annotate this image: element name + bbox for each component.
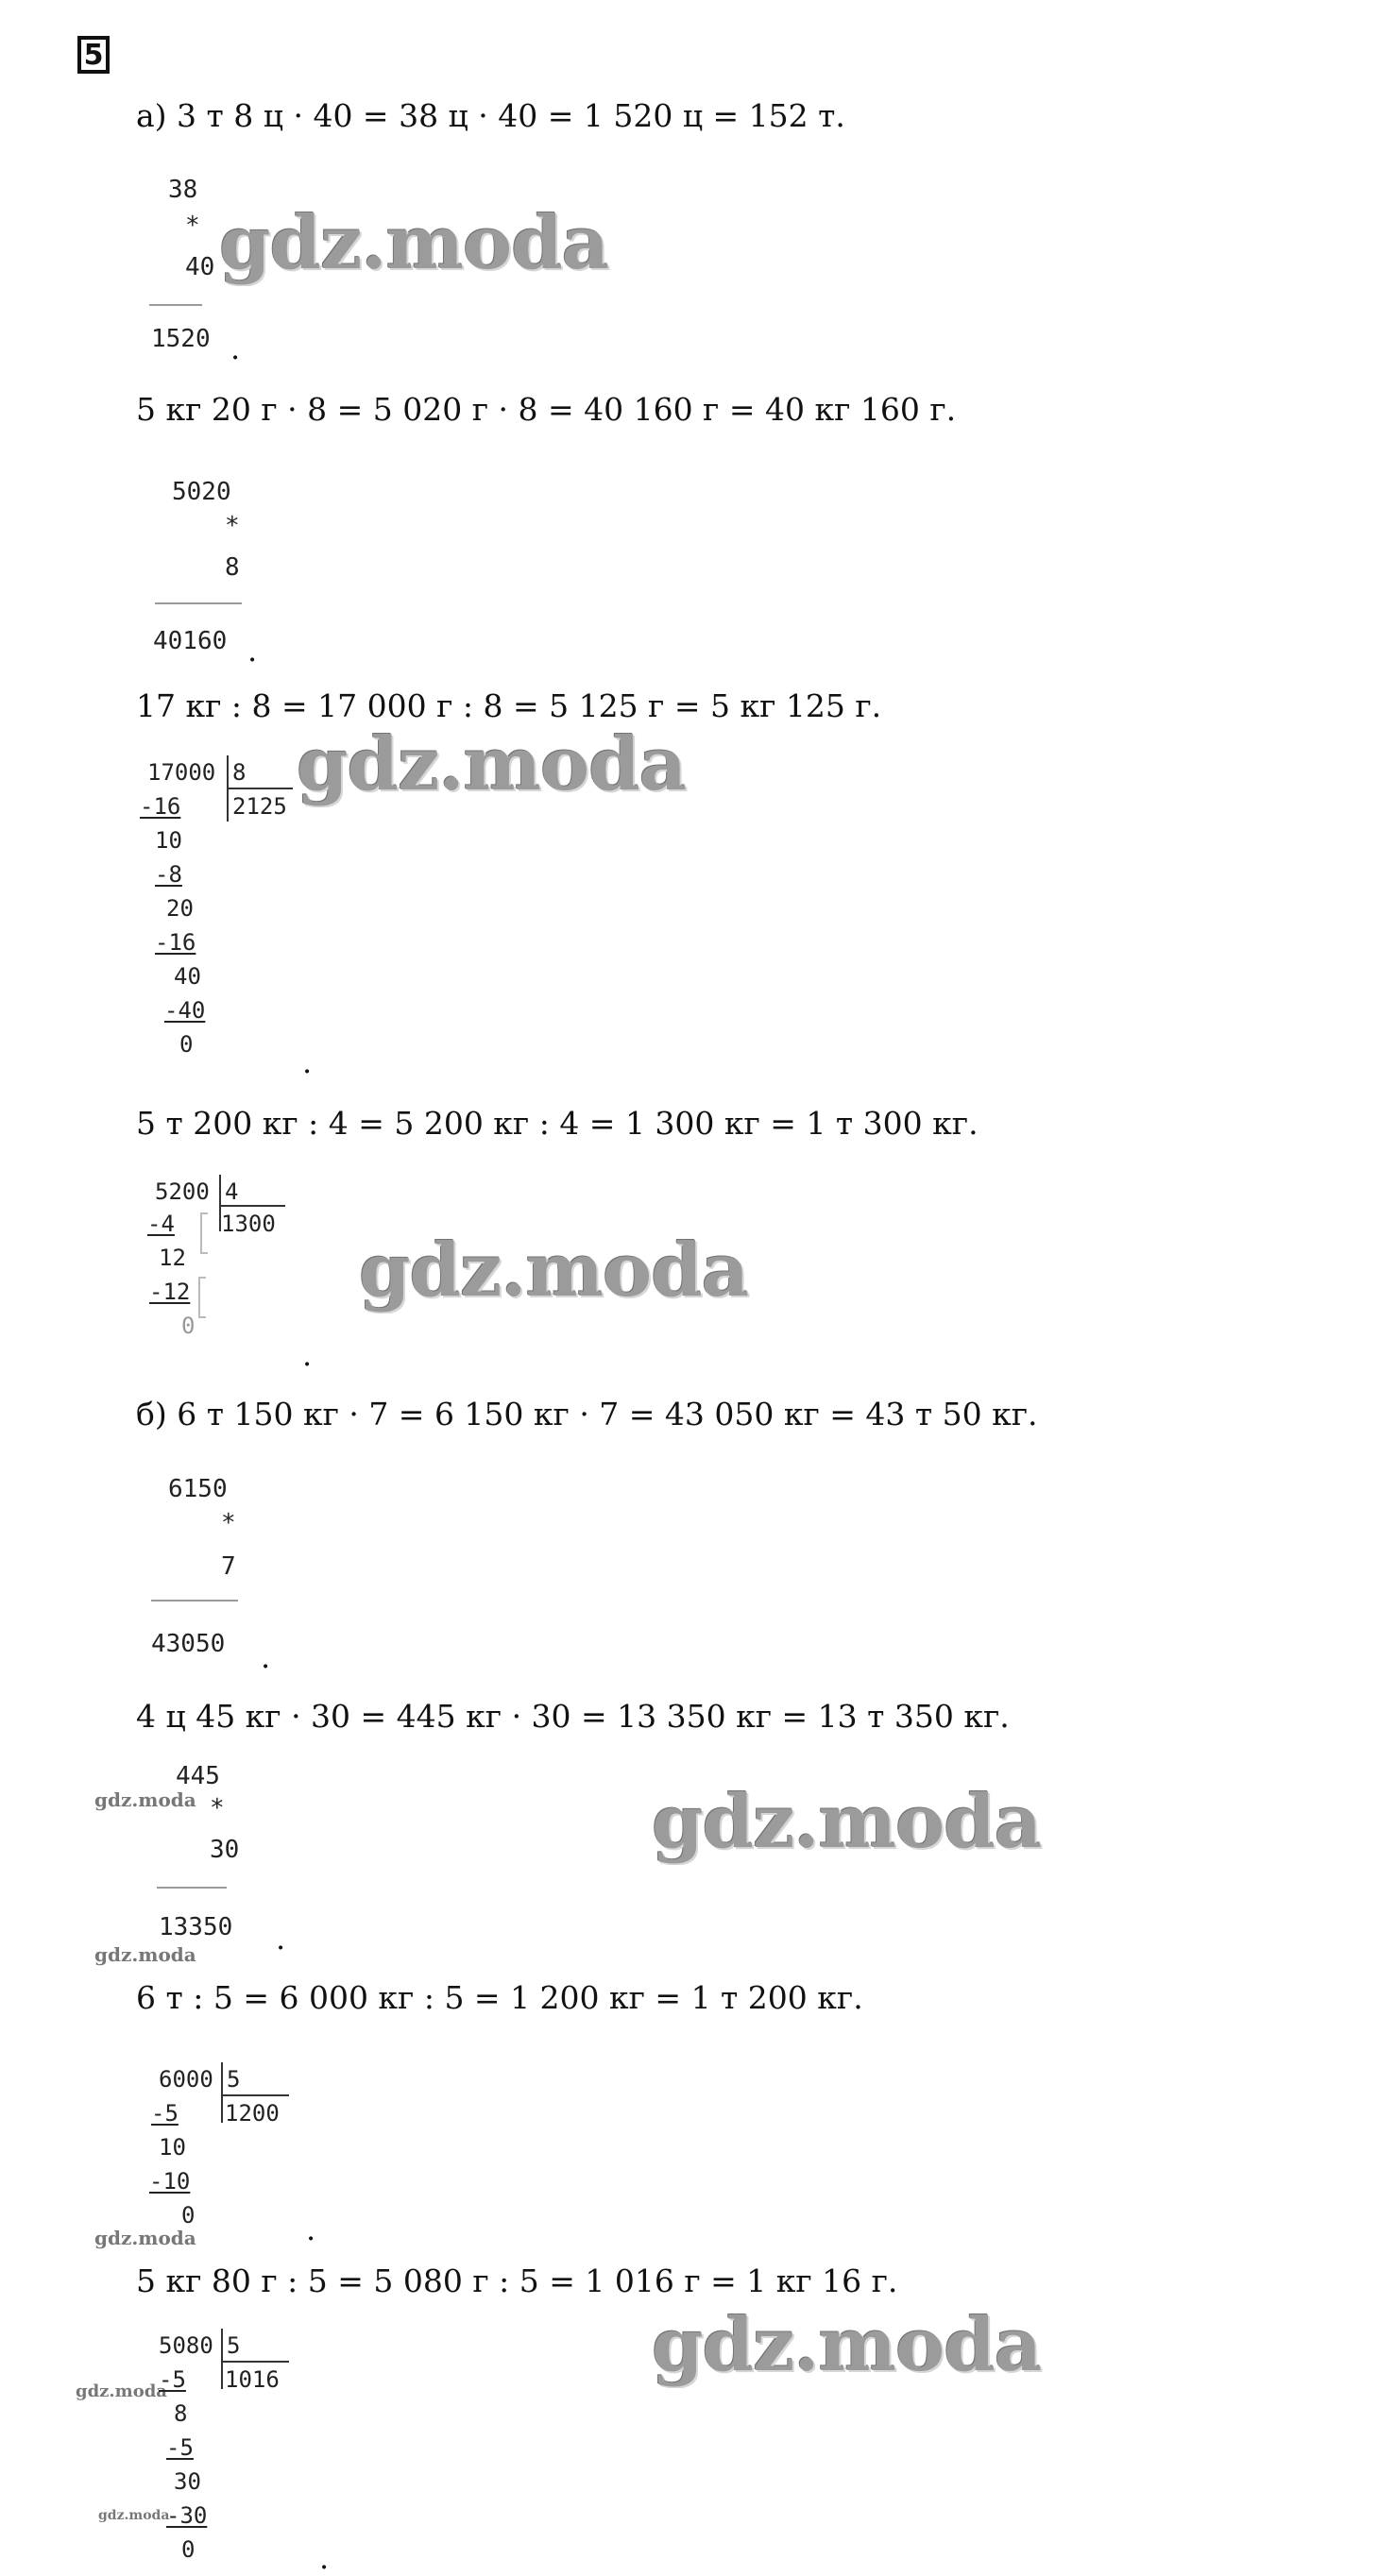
- div-b3-step: 0: [181, 2202, 196, 2229]
- calc-a2-op: *: [225, 512, 240, 540]
- div-a4-bracket: [200, 1212, 208, 1254]
- calc-b2-op: *: [210, 1794, 225, 1822]
- equation-b1: б) 6 т 150 кг · 7 = 6 150 кг · 7 = 43 050 кг = 43 т 50 кг.: [136, 1396, 1038, 1432]
- div-a4-step: 12: [159, 1245, 186, 1271]
- div-a3-step: 40: [174, 963, 201, 990]
- watermark-small: gdz.moda: [94, 1788, 196, 1811]
- div-a3-step: 10: [155, 827, 182, 854]
- div-a3-step: -40: [164, 997, 206, 1024]
- div-a4-period: .: [302, 1337, 313, 1373]
- div-a4-bracket: [198, 1277, 206, 1318]
- div-b4-dividend: 5080: [159, 2332, 213, 2359]
- equation-a3: 17 кг : 8 = 17 000 г : 8 = 5 125 г = 5 кг 125 г.: [136, 687, 882, 724]
- calc-a1-result: 1520: [151, 325, 211, 353]
- watermark-logo: gdz.moda: [652, 2302, 1042, 2388]
- calc-a1-rule: [149, 304, 202, 306]
- div-b4-vline: [221, 2329, 223, 2389]
- task-number-text: 5: [83, 38, 104, 72]
- calc-b1-op: *: [221, 1509, 236, 1537]
- div-a3-dividend: 17000: [147, 759, 216, 786]
- div-b3-step: 10: [159, 2134, 186, 2161]
- watermark-small: gdz.moda: [94, 2227, 196, 2249]
- equation-a4: 5 т 200 кг : 4 = 5 200 кг : 4 = 1 300 кг = 1 т 300 кг.: [136, 1105, 979, 1142]
- div-b4-step: -30: [166, 2502, 208, 2529]
- div-a3-divisor: 8: [232, 759, 247, 786]
- watermark-small: gdz.moda: [76, 2381, 167, 2401]
- calc-a1-period: .: [230, 330, 241, 366]
- div-b4-quotient: 1016: [225, 2366, 280, 2393]
- equation-b4: 5 кг 80 г : 5 = 5 080 г : 5 = 1 016 г = 1 кг 16 г.: [136, 2262, 898, 2299]
- div-a3-period: .: [302, 1044, 313, 1080]
- task-number: [77, 36, 110, 74]
- calc-b1-rule: [151, 1600, 238, 1602]
- calc-a1-mult: 40: [185, 253, 215, 281]
- div-a3-step: -16: [140, 793, 181, 820]
- calc-a2-result: 40160: [153, 627, 228, 655]
- calc-a2-rule: [155, 602, 242, 604]
- div-a3-step: -16: [155, 929, 196, 956]
- div-b3-vline: [221, 2062, 223, 2123]
- watermark-small: gdz.moda: [98, 2508, 170, 2523]
- div-a3-hline: [227, 788, 293, 789]
- div-b4-step: -5: [166, 2434, 194, 2461]
- calc-b2-rule: [157, 1887, 227, 1889]
- calc-b1-top: 6150: [168, 1475, 228, 1503]
- calc-a2-top: 5020: [172, 478, 231, 506]
- div-b4-step: -5: [159, 2366, 186, 2393]
- div-b4-divisor: 5: [227, 2332, 241, 2359]
- div-b3-hline: [221, 2094, 289, 2096]
- calc-b1-result: 43050: [151, 1630, 226, 1658]
- equation-b2: 4 ц 45 кг · 30 = 445 кг · 30 = 13 350 кг = 13 т 350 кг.: [136, 1698, 1010, 1735]
- div-a3-quotient: 2125: [232, 793, 287, 820]
- div-a3-step: -8: [155, 861, 182, 888]
- div-a4-hline: [219, 1205, 285, 1207]
- div-b3-divisor: 5: [227, 2066, 241, 2093]
- div-a4-dividend: 5200: [155, 1178, 210, 1205]
- watermark-small: gdz.moda: [94, 1943, 196, 1966]
- calc-b1-mult: 7: [221, 1552, 236, 1581]
- div-a3-step: 0: [179, 1031, 194, 1058]
- div-a3-step: 20: [166, 895, 194, 922]
- calc-a2-period: .: [247, 633, 258, 669]
- watermark-logo: gdz.moda: [652, 1779, 1042, 1865]
- div-b3-step: -10: [149, 2168, 191, 2195]
- div-a4-step: -4: [147, 1211, 175, 1237]
- div-b3-step: -5: [151, 2100, 179, 2127]
- watermark-logo: gdz.moda: [297, 721, 687, 807]
- div-a4-step: -12: [149, 1279, 191, 1305]
- equation-b3: 6 т : 5 = 6 000 кг : 5 = 1 200 кг = 1 т 200 кг.: [136, 1979, 863, 2016]
- div-b4-step: 30: [174, 2468, 201, 2495]
- watermark-logo: gdz.moda: [359, 1228, 749, 1313]
- calc-b2-top: 445: [176, 1762, 220, 1790]
- div-b4-hline: [221, 2361, 289, 2363]
- calc-a2-mult: 8: [225, 553, 240, 582]
- div-a4-divisor: 4: [225, 1178, 239, 1205]
- calc-b2-period: .: [276, 1921, 286, 1957]
- equation-a2: 5 кг 20 г · 8 = 5 020 г · 8 = 40 160 г = 40 кг 160 г.: [136, 391, 957, 428]
- calc-b2-result: 13350: [159, 1913, 233, 1941]
- div-b3-period: .: [306, 2212, 316, 2247]
- div-b3-dividend: 6000: [159, 2066, 213, 2093]
- div-a4-step: 0: [181, 1313, 196, 1339]
- div-a4-quotient: 1300: [221, 1211, 276, 1237]
- div-b3-quotient: 1200: [225, 2100, 280, 2127]
- calc-a1-top: 38: [168, 176, 198, 204]
- div-b4-step: 0: [181, 2536, 196, 2563]
- div-b4-period: .: [319, 2540, 330, 2576]
- equation-a1: а) 3 т 8 ц · 40 = 38 ц · 40 = 1 520 ц = 152 т.: [136, 97, 845, 134]
- calc-b2-mult: 30: [210, 1836, 240, 1864]
- calc-a1-op: *: [185, 212, 200, 240]
- watermark-logo: gdz.moda: [219, 200, 609, 286]
- div-b4-step: 8: [174, 2400, 188, 2427]
- calc-b1-period: .: [261, 1639, 271, 1675]
